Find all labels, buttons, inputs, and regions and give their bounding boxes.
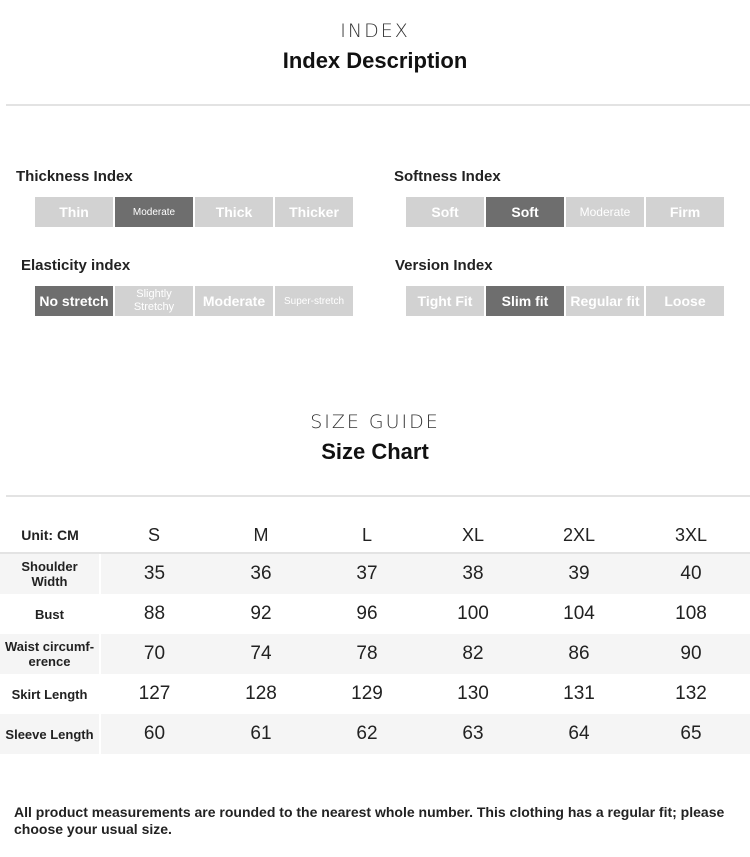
version-option-regular-fit: Regular fit [566, 286, 644, 316]
table-cell: 92 [250, 603, 272, 624]
size-col-m: M [208, 518, 314, 553]
table-row [0, 594, 750, 634]
table-cell: 65 [632, 714, 750, 754]
table-cell: 39 [526, 553, 632, 594]
table-cell: 129 [351, 683, 383, 704]
table-cell: 40 [632, 553, 750, 594]
index-title: Index Description [282, 48, 468, 73]
softness-option-soft-1: Soft [406, 197, 484, 227]
table-cell: 127 [138, 683, 171, 704]
table-cell: 78 [314, 634, 420, 674]
table-cell: 61 [208, 714, 314, 754]
version-option-slim-fit: Slim fit [486, 286, 564, 316]
version-index-title: Version Index [395, 257, 493, 274]
table-cell: 132 [675, 683, 707, 704]
table-cell: 128 [245, 683, 277, 704]
row-label-bust: Bust [0, 594, 100, 634]
table-cell: 130 [457, 683, 489, 704]
size-col-3xl: 3XL [632, 518, 750, 553]
thickness-index-title: Thickness Index [16, 168, 133, 185]
unit-label: Unit: CM [0, 518, 100, 553]
table-cell: 90 [632, 634, 750, 674]
thickness-scale [35, 197, 353, 227]
elasticity-option-super-stretch: Super-stretch [275, 286, 353, 316]
softness-option-moderate: Moderate [566, 197, 644, 227]
thickness-option-thin: Thin [35, 197, 113, 227]
softness-index-title: Softness Index [394, 168, 501, 185]
row-label-sleeve-length: Sleeve Length [0, 714, 100, 754]
table-cell: 82 [420, 634, 526, 674]
size-divider [6, 495, 750, 497]
index-divider [6, 104, 750, 106]
table-cell: 37 [314, 553, 420, 594]
elasticity-option-slightly-stretchy: Slightly Stretchy [115, 286, 193, 316]
size-chart-title: Size Chart [321, 439, 429, 464]
thickness-option-thick: Thick [195, 197, 273, 227]
elasticity-option-moderate: Moderate [195, 286, 273, 316]
size-col-l: L [314, 518, 420, 553]
table-cell: 63 [420, 714, 526, 754]
measurement-footnote: All product measurements are rounded to the nearest whole number. This clothing has a regular fit; please choose your usual size. [14, 804, 725, 837]
softness-option-firm: Firm [646, 197, 724, 227]
size-guide-kicker: SIZE GUIDE [310, 411, 440, 433]
elasticity-scale [35, 286, 353, 316]
version-scale [406, 286, 724, 316]
table-cell: 70 [100, 634, 208, 674]
version-option-tight-fit: Tight Fit [406, 286, 484, 316]
elasticity-index-title: Elasticity index [21, 257, 131, 274]
thickness-option-thicker: Thicker [275, 197, 353, 227]
table-cell: 108 [675, 603, 707, 624]
thickness-option-moderate: Moderate [115, 197, 193, 227]
softness-option-soft-2: Soft [486, 197, 564, 227]
row-label-waist: Waist circumf-erence [0, 634, 100, 674]
row-label-skirt-length: Skirt Length [0, 674, 100, 714]
table-cell: 88 [143, 603, 166, 624]
version-option-loose: Loose [646, 286, 724, 316]
table-row [0, 553, 750, 594]
table-cell: 35 [100, 553, 208, 594]
table-cell: 96 [356, 603, 378, 624]
table-row [0, 674, 750, 714]
table-row [0, 634, 750, 674]
size-col-xl: XL [420, 518, 526, 553]
table-cell: 62 [314, 714, 420, 754]
size-header-row [0, 518, 750, 553]
table-cell: 86 [526, 634, 632, 674]
size-chart-table [0, 518, 750, 754]
size-col-2xl: 2XL [526, 518, 632, 553]
table-cell: 104 [563, 603, 595, 624]
index-kicker: INDEX [340, 20, 410, 42]
table-cell: 60 [100, 714, 208, 754]
size-col-s: S [100, 518, 208, 553]
table-cell: 100 [457, 603, 489, 624]
table-cell: 131 [563, 683, 595, 704]
table-row [0, 714, 750, 754]
table-cell: 36 [208, 553, 314, 594]
table-cell: 64 [526, 714, 632, 754]
elasticity-option-no-stretch: No stretch [35, 286, 113, 316]
table-cell: 38 [420, 553, 526, 594]
softness-scale [406, 197, 724, 227]
row-label-shoulder-width: Shoulder Width [0, 553, 100, 594]
table-cell: 74 [208, 634, 314, 674]
